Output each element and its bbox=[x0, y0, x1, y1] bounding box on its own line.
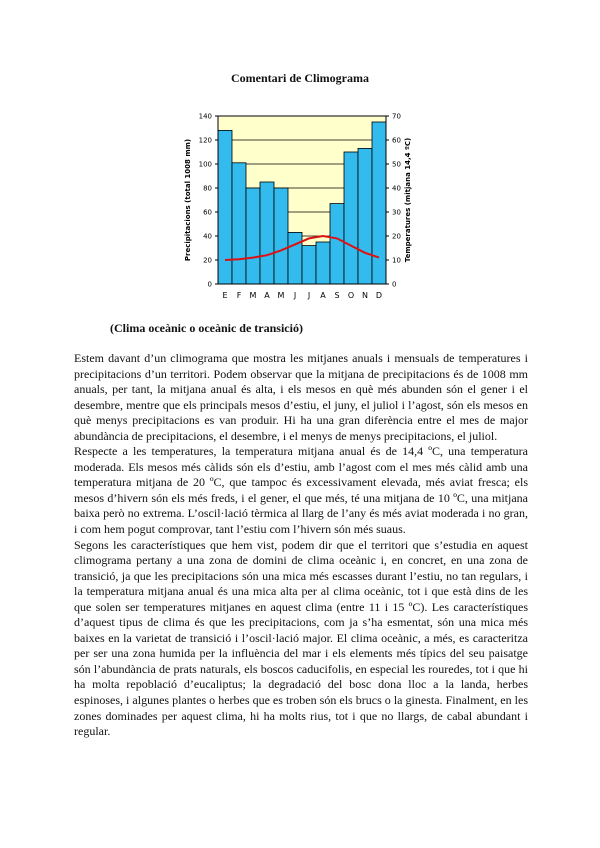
y-tick-label-left: 100 bbox=[198, 160, 212, 169]
document-title: Comentari de Climograma bbox=[231, 71, 369, 85]
paragraph-temperature: Respecte a les temperatures, la temperatura mitjana anual és de 14,4 ºC, una temperatura moderada. Els mesos més càlids són els d’estiu, amb l’agost com el mes més càlid amb una temperatura mitjana de 20 ºC, que tampoc és excessivament elevada, més aviat fresca; els mesos d’hivern són els més freds, i el gener, el que més, té una mitjana de 10 ºC, una mitjana baixa però no extrema. L’oscil·lació tèrmica al llarg de l’any és més aviat moderada i no gran, i com hem pogut comprovar, tant l’estiu com l’hivern són més suaus. bbox=[74, 444, 528, 537]
x-tick-label: S bbox=[334, 291, 340, 300]
y-tick-label-right: 10 bbox=[392, 256, 401, 265]
x-tick-label: F bbox=[236, 291, 242, 300]
y-tick-label-right: 70 bbox=[392, 112, 401, 121]
x-tick-label: A bbox=[320, 291, 326, 300]
x-tick-label: M bbox=[277, 291, 285, 300]
y-axis-label-right: Temperatures (mitjana 14,4 ºC) bbox=[404, 137, 412, 263]
bar-12 bbox=[372, 122, 386, 284]
paragraph-precipitation: Estem davant d’un climograma que mostra les mitjanes anuals i mensuals de temperatures i precipitacions d’un territori. Podem observar que la mitjana de precipitacions és de 1008 mm anuals, per tant, la mitjana anual és alta, i els mesos en què més abunden són el gener i el desembre, mentre que els principals mesos d’estiu, el juny, el juliol i l’agost, són els mesos en què menys precipitacions es van produir. Hi ha una gran diferència entre el mes de major abundància de precipitacions, el desembre, i el menys de menys precipitacions, el juliol. bbox=[74, 351, 528, 443]
climograph-svg bbox=[178, 108, 412, 310]
y-tick-label-left: 120 bbox=[198, 136, 212, 145]
y-tick-label-right: 0 bbox=[392, 280, 397, 289]
x-tick-label: J bbox=[307, 291, 311, 300]
x-tick-label: E bbox=[222, 291, 228, 300]
y-tick-label-right: 40 bbox=[392, 184, 401, 193]
y-tick-label-left: 60 bbox=[203, 208, 212, 217]
bar-4 bbox=[260, 182, 274, 284]
body-text bbox=[74, 351, 528, 740]
bar-8 bbox=[316, 242, 330, 284]
bar-2 bbox=[232, 163, 246, 284]
climograph-chart bbox=[178, 108, 412, 310]
paragraph-climate-type: Segons les característiques que hem vist, podem dir que el territori que s’estudia en aquest climograma pertany a una zona de domini de clima oceànic i, en concret, en una zona de transició, ja que les precipitacions són una mica més escasses durant l’estiu, no tan regulars, i la temperatura mitjana anual és una mica alta per al clima oceànic, tot i que està dins de les que solen ser temperatures mitjanes en aquest clima (entre 11 i 15 ºC). Les característiques d’aquest tipus de clima és que les precipitacions, com ja s’ha esmentat, són una mica més baixes en la varietat de transició i l’oscil·lació major. El clima oceànic, a més, es caracteritza per ser una zona humida per la influència del mar i els elements més típics del seu paisatge són l’abundància de prats naturals, els boscos caducifolis, en especial les rouredes, tot i que hi ha molta repoblació d’eucaliptus; la degradació del bosc dona lloc a la landa, herbes espinoses, i algunes plantes o herbes que es troben són els brucs o la ginesta. Finalment, en les zones dominades per aquest clima, hi ha molts rius, tot i que no llargs, de cabal abundant i regular. bbox=[74, 537, 528, 739]
y-tick-label-left: 20 bbox=[203, 256, 212, 265]
y-tick-label-right: 20 bbox=[392, 232, 401, 241]
document-subtitle: (Clima oceànic o oceànic de transició) bbox=[110, 321, 303, 335]
x-tick-label: O bbox=[347, 291, 355, 300]
x-tick-label: N bbox=[362, 291, 368, 300]
bar-9 bbox=[330, 204, 344, 284]
bar-7 bbox=[302, 246, 316, 284]
y-tick-label-right: 60 bbox=[392, 136, 401, 145]
y-tick-label-left: 40 bbox=[203, 232, 212, 241]
y-tick-label-right: 30 bbox=[392, 208, 401, 217]
bar-10 bbox=[344, 152, 358, 284]
x-tick-label: A bbox=[264, 291, 270, 300]
bar-5 bbox=[274, 188, 288, 284]
x-tick-label: D bbox=[375, 291, 383, 300]
y-tick-label-left: 0 bbox=[207, 280, 212, 289]
x-tick-label: J bbox=[293, 291, 297, 300]
bar-3 bbox=[246, 188, 260, 284]
y-axis-label-left: Precipitacions (total 1008 mm) bbox=[184, 138, 192, 262]
bar-11 bbox=[358, 148, 372, 284]
bar-6 bbox=[288, 232, 302, 284]
y-tick-label-left: 140 bbox=[198, 112, 212, 121]
x-tick-label: M bbox=[249, 291, 257, 300]
bar-1 bbox=[218, 130, 232, 284]
y-tick-label-right: 50 bbox=[392, 160, 401, 169]
y-tick-label-left: 80 bbox=[203, 184, 212, 193]
